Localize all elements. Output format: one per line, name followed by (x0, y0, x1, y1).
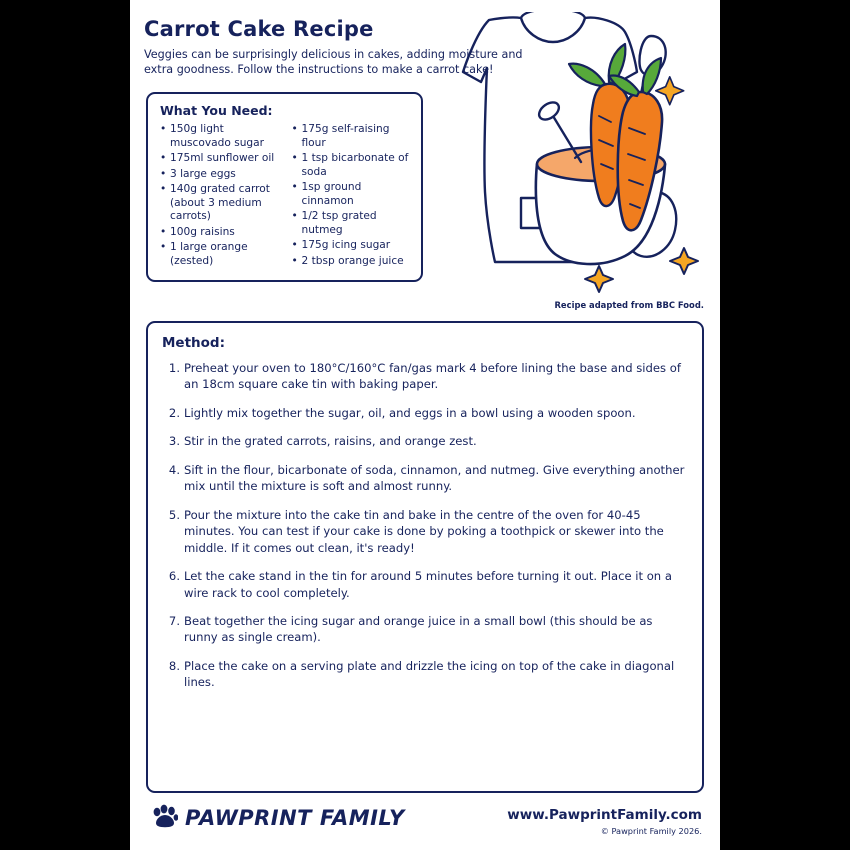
ingredients-card (146, 92, 423, 282)
method-steps (162, 360, 686, 691)
page-inner (144, 12, 706, 838)
website-link[interactable]: www.PawprintFamily.com (507, 807, 702, 823)
ingredients-column-left (160, 123, 280, 270)
list-item: • 1sp ground cinnamon (292, 181, 412, 208)
brand-logo (152, 804, 405, 832)
method-step: Lightly mix together the sugar, oil, and eggs in a bowl using a wooden spoon. (184, 405, 636, 420)
method-step: Preheat your oven to 180°C/160°C fan/gas mark 4 before lining the base and sides of an 18cm square cake tin with baking paper. (184, 361, 681, 392)
list-item: • 1 large orange (zested) (160, 241, 280, 268)
method-step: Stir in the grated carrots, raisins, and orange zest. (184, 434, 477, 449)
brand-name: PAWPRINT FAMILY (185, 806, 405, 830)
method-step: Place the cake on a serving plate and drizzle the icing on top of the cake in diagonal lines. (184, 658, 675, 690)
pawprint-icon (152, 804, 178, 832)
list-item: • 2 tbsp orange juice (292, 255, 412, 269)
method-step: Beat together the icing sugar and orange juice in a small bowl (this should be as runny as single cream). (184, 613, 653, 645)
ingredients-heading: What You Need: (160, 103, 273, 118)
list-item: • 150g light muscovado sugar (160, 123, 280, 150)
page-subtitle: Veggies can be surprisingly delicious in cakes, adding moisture and extra goodness. Follow the instructions to make a carrot cake! (144, 48, 523, 77)
list-item: • 3 large eggs (160, 168, 280, 182)
ingredients-column-right (292, 123, 412, 270)
list-item: • 175g icing sugar (292, 239, 412, 253)
copyright-text: © Pawprint Family 2026. (600, 826, 702, 836)
page-title: Carrot Cake Recipe (144, 17, 374, 41)
recipe-page (130, 0, 720, 850)
method-step: Sift in the flour, bicarbonate of soda, cinnamon, and nutmeg. Give everything another mix until the mixture is soft and almost runny. (184, 462, 685, 494)
list-item: • 175g self-raising flour (292, 123, 412, 150)
list-item: • 1 tsp bicarbonate of soda (292, 152, 412, 179)
method-step: Pour the mixture into the cake tin and bake in the centre of the oven for 40-45 minutes. You can test if your cake is done by poking a toothpick or skewer into the middle. If it comes out clean, it's ready! (184, 507, 664, 555)
list-item: • 100g raisins (160, 226, 280, 240)
list-item: • 140g grated carrot (about 3 medium carrots) (160, 183, 280, 224)
list-item: • 175ml sunflower oil (160, 152, 280, 166)
carrot-cake-illustration (429, 12, 704, 302)
recipe-credit: Recipe adapted from BBC Food. (554, 300, 704, 310)
page-footer (146, 802, 704, 842)
method-card (146, 321, 704, 793)
method-heading: Method: (162, 335, 225, 351)
list-item: • 1/2 tsp grated nutmeg (292, 210, 412, 237)
method-step: Let the cake stand in the tin for around 5 minutes before turning it out. Place it on a wire rack to cool completely. (184, 569, 672, 600)
